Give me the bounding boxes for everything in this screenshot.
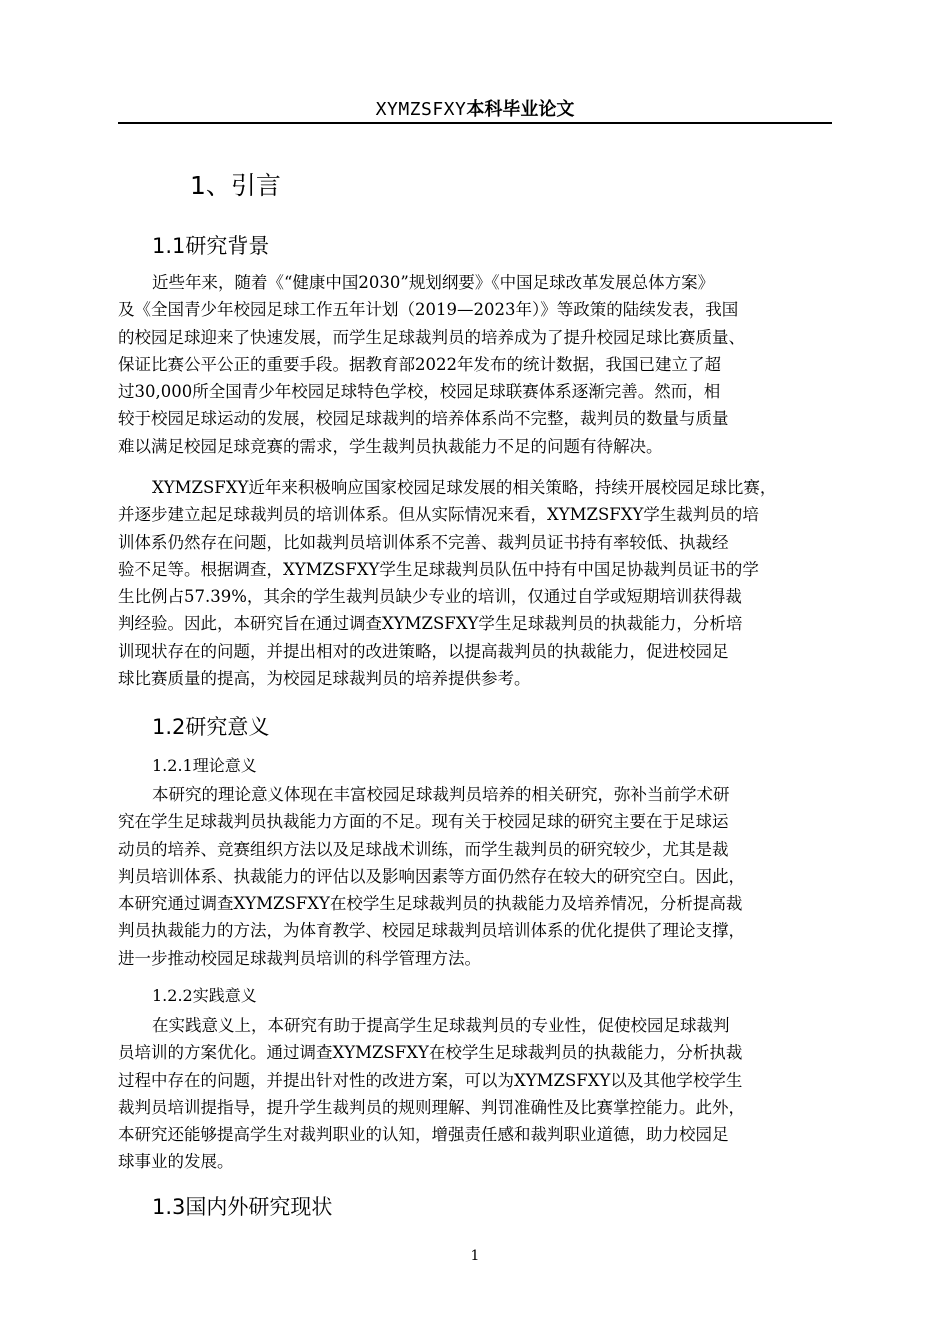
text-line: 员培训的方案优化。通过调查XYMZSFXY在校学生足球裁判员的执裁能力，分析执裁 [118,1043,743,1063]
text-line: 本研究还能够提高学生对裁判职业的认知，增强责任感和裁判职业道德，助力校园足 [118,1125,729,1145]
text-line: 保证比赛公平公正的重要手段。据教育部2022年发布的统计数据，我国已建立了超 [118,354,721,374]
header-rule [118,122,832,124]
text-line: 过程中存在的问题，并提出针对性的改进方案，可以为XYMZSFXY以及其他学校学生 [118,1070,743,1090]
text-line: 训体系仍然存在问题，比如裁判员培训体系不完善、裁判员证书持有率较低、执裁经 [118,532,729,552]
section-heading-1-3: 1.3国内外研究现状 [152,1195,333,1219]
text-line: 究在学生足球裁判员执裁能力方面的不足。现有关于校园足球的研究主要在于足球运 [118,812,729,832]
text-line: 本研究的理论意义体现在丰富校园足球裁判员培养的相关研究，弥补当前学术研 [152,785,730,804]
page-number: 1 [470,1248,480,1264]
text-line: 并逐步建立起足球裁判员的培训体系。但从实际情况来看，XYMZSFXY学生裁判员的培 [118,505,759,525]
text-line: 验不足等。根据调查，XYMZSFXY学生足球裁判员队伍中持有中国足协裁判员证书的学 [118,559,759,579]
paragraph-theory [118,781,832,972]
chapter-title: 1、引言 [190,171,281,200]
text-line: 判经验。因此，本研究旨在通过调查XYMZSFXY学生足球裁判员的执裁能力，分析培 [118,614,743,634]
text-line: XYMZSFXY近年来积极响应国家校园足球发展的相关策略，持续开展校园足球比赛， [152,478,777,497]
header-title: 本科毕业论文 [466,99,575,120]
text-line: 及《全国青少年校园足球工作五年计划（2019—2023年）》等政策的陆续发表，我国 [118,300,739,320]
text-line: 近些年来，随着《“健康中国2030”规划纲要》《中国足球改革发展总体方案》 [152,273,715,292]
section-heading-1-2: 1.2研究意义 [152,715,270,739]
subsection-heading-1-2-1: 1.2.1理论意义 [152,756,257,775]
text-line: 判员执裁能力的方法，为体育教学、校园足球裁判员培训体系的优化提供了理论支撑， [118,921,745,941]
paragraph-practice [118,1012,832,1176]
text-line: 在实践意义上，本研究有助于提高学生足球裁判员的专业性，促使校园足球裁判 [152,1016,730,1035]
subsection-heading-1-2-2: 1.2.2实践意义 [152,986,257,1005]
text-line: 裁判员培训提指导，提升学生裁判员的规则理解、判罚准确性及比赛掌控能力。此外， [118,1097,745,1117]
text-line: 较于校园足球运动的发展，校园足球裁判的培养体系尚不完整，裁判员的数量与质量 [118,409,729,429]
text-line: 本研究通过调查XYMZSFXY在校学生足球裁判员的执裁能力及培养情况，分析提高裁 [118,894,743,914]
page-header [118,96,832,122]
text-line: 动员的培养、竞赛组织方法以及足球战术训练，而学生裁判员的研究较少，尤其是裁 [118,839,729,859]
text-line: 难以满足校园足球竞赛的需求，学生裁判员执裁能力不足的问题有待解决。 [118,436,663,456]
text-line: 球事业的发展。 [118,1152,234,1172]
header-code: XYMZSFXY [375,99,467,120]
text-line: 进一步推动校园足球裁判员培训的科学管理方法。 [118,948,481,968]
text-line: 的校园足球迎来了快速发展，而学生足球裁判员的培养成为了提升校园足球比赛质量、 [118,327,745,347]
text-line: 球比赛质量的提高，为校园足球裁判员的培养提供参考。 [118,669,531,689]
text-line: 判员培训体系、执裁能力的评估以及影响因素等方面仍然存在较大的研究空白。因此， [118,866,745,886]
text-line: 生比例占57.39%，其余的学生裁判员缺少专业的培训，仅通过自学或短期培训获得裁 [118,587,742,607]
text-line: 训现状存在的问题，并提出相对的改进策略，以提高裁判员的执裁能力，促进校园足 [118,641,729,661]
text-line: 过30,000所全国青少年校园足球特色学校，校园足球联赛体系逐渐完善。然而，相 [118,382,721,402]
paragraph-background-2 [118,474,832,692]
section-heading-1-1: 1.1研究背景 [152,234,270,258]
paragraph-background-1 [118,269,832,460]
